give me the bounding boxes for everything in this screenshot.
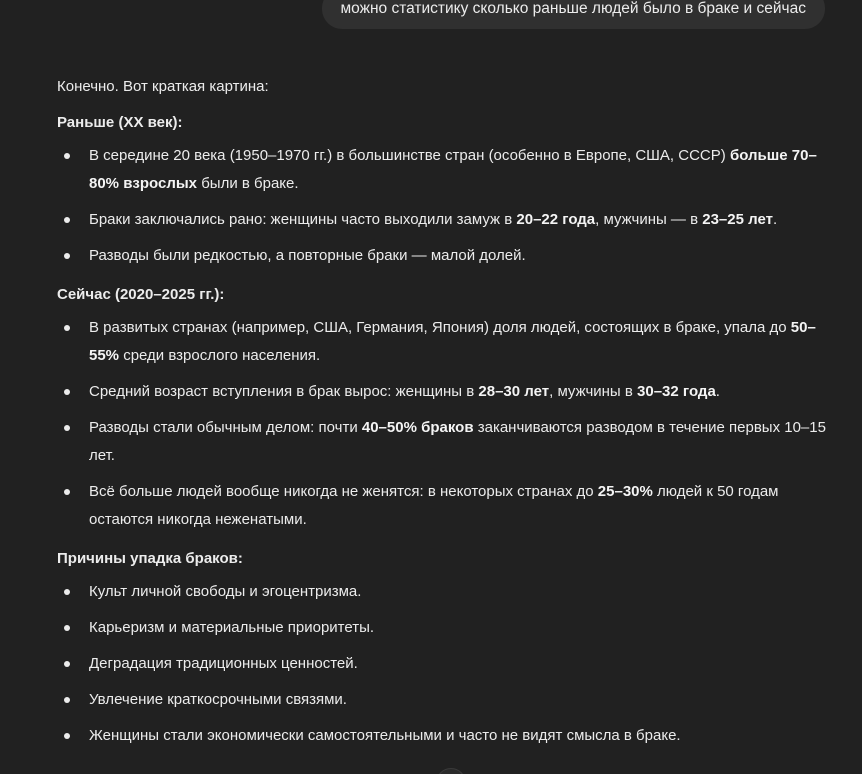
- text-run: были в браке.: [197, 175, 299, 192]
- bullet-list: [57, 142, 827, 270]
- bold-text: 23–25 лет: [702, 211, 773, 228]
- bold-text: больше 70–80% взрослых: [89, 147, 817, 192]
- user-message-bubble: [322, 0, 825, 29]
- text-run: В развитых странах (например, США, Германия, Япония) доля людей, состоящих в браке, упала до: [89, 319, 791, 336]
- user-message-text: можно статистику сколько раньше людей было в браке и сейчас: [340, 0, 806, 17]
- list-item: [57, 722, 827, 750]
- text-run: .: [715, 383, 720, 400]
- text-run: .: [772, 211, 778, 228]
- answer-section: [57, 548, 827, 750]
- section-heading: Причины упадка браков:: [57, 550, 243, 567]
- bold-text: 30–32 года: [637, 383, 716, 400]
- bullet-dot-icon: [64, 733, 70, 739]
- text-run: Увлечение краткосрочными связями.: [89, 691, 347, 708]
- text-run: заканчиваются разводом в течение первых 10–15 лет.: [89, 419, 826, 464]
- bullet-dot-icon: [64, 589, 70, 595]
- bullet-dot-icon: [64, 425, 70, 431]
- bullet-dot-icon: [64, 489, 70, 495]
- bold-text: 50–55%: [89, 319, 816, 364]
- text-run: Женщины стали экономически самостоятельными и часто не видят смысла в браке.: [89, 727, 681, 744]
- text-run: В середине 20 века (1950–1970 гг.) в большинстве стран (особенно в Европе, США, СССР): [89, 147, 730, 164]
- assistant-answer: [57, 76, 827, 764]
- bullet-list: [57, 314, 827, 534]
- text-run: среди взрослого населения.: [119, 347, 321, 364]
- section-heading: Раньше (XX век):: [57, 114, 183, 131]
- bullet-dot-icon: [64, 697, 70, 703]
- list-item: [57, 578, 827, 606]
- text-run: Браки заключались рано: женщины часто выходили замуж в: [89, 211, 517, 228]
- bullet-dot-icon: [64, 389, 70, 395]
- list-item: [57, 414, 827, 470]
- list-item: [57, 478, 827, 534]
- bold-text: 28–30 лет: [478, 383, 550, 400]
- bullet-dot-icon: [64, 217, 70, 223]
- text-run: Всё больше людей вообще никогда не женятся: в некоторых странах до: [89, 483, 598, 500]
- bullet-dot-icon: [64, 661, 70, 667]
- bullet-dot-icon: [64, 253, 70, 259]
- bullet-dot-icon: [64, 625, 70, 631]
- answer-intro: Конечно. Вот краткая картина:: [57, 78, 269, 95]
- bullet-list: [57, 578, 827, 750]
- bold-text: 20–22 года: [516, 211, 596, 228]
- text-run: Разводы стали обычным делом: почти: [89, 419, 362, 436]
- list-item: [57, 314, 827, 370]
- text-run: , мужчины в: [549, 383, 638, 400]
- list-item: [57, 614, 827, 642]
- text-run: Карьеризм и материальные приоритеты.: [89, 619, 375, 636]
- bullet-dot-icon: [64, 153, 70, 159]
- bold-text: 25–30%: [597, 483, 653, 500]
- scroll-down-button[interactable]: [436, 768, 466, 774]
- answer-sections: [57, 112, 827, 750]
- text-run: Культ личной свободы и эгоцентризма.: [89, 583, 362, 600]
- answer-section: [57, 112, 827, 270]
- list-item: [57, 650, 827, 678]
- text-run: , мужчины — в: [595, 211, 703, 228]
- list-item: [57, 378, 827, 406]
- answer-section: [57, 284, 827, 534]
- text-run: Деградация традиционных ценностей.: [89, 655, 358, 672]
- bullet-dot-icon: [64, 325, 70, 331]
- bold-text: 40–50% браков: [361, 419, 474, 436]
- list-item: [57, 242, 827, 270]
- section-heading: Сейчас (2020–2025 гг.):: [57, 286, 225, 303]
- list-item: [57, 206, 827, 234]
- text-run: Разводы были редкостью, а повторные браки — малой долей.: [89, 247, 526, 264]
- text-run: Средний возраст вступления в брак вырос: женщины в: [89, 383, 479, 400]
- list-item: [57, 686, 827, 714]
- list-item: [57, 142, 827, 198]
- text-run: людей к 50 годам остаются никогда неженатыми.: [89, 483, 779, 528]
